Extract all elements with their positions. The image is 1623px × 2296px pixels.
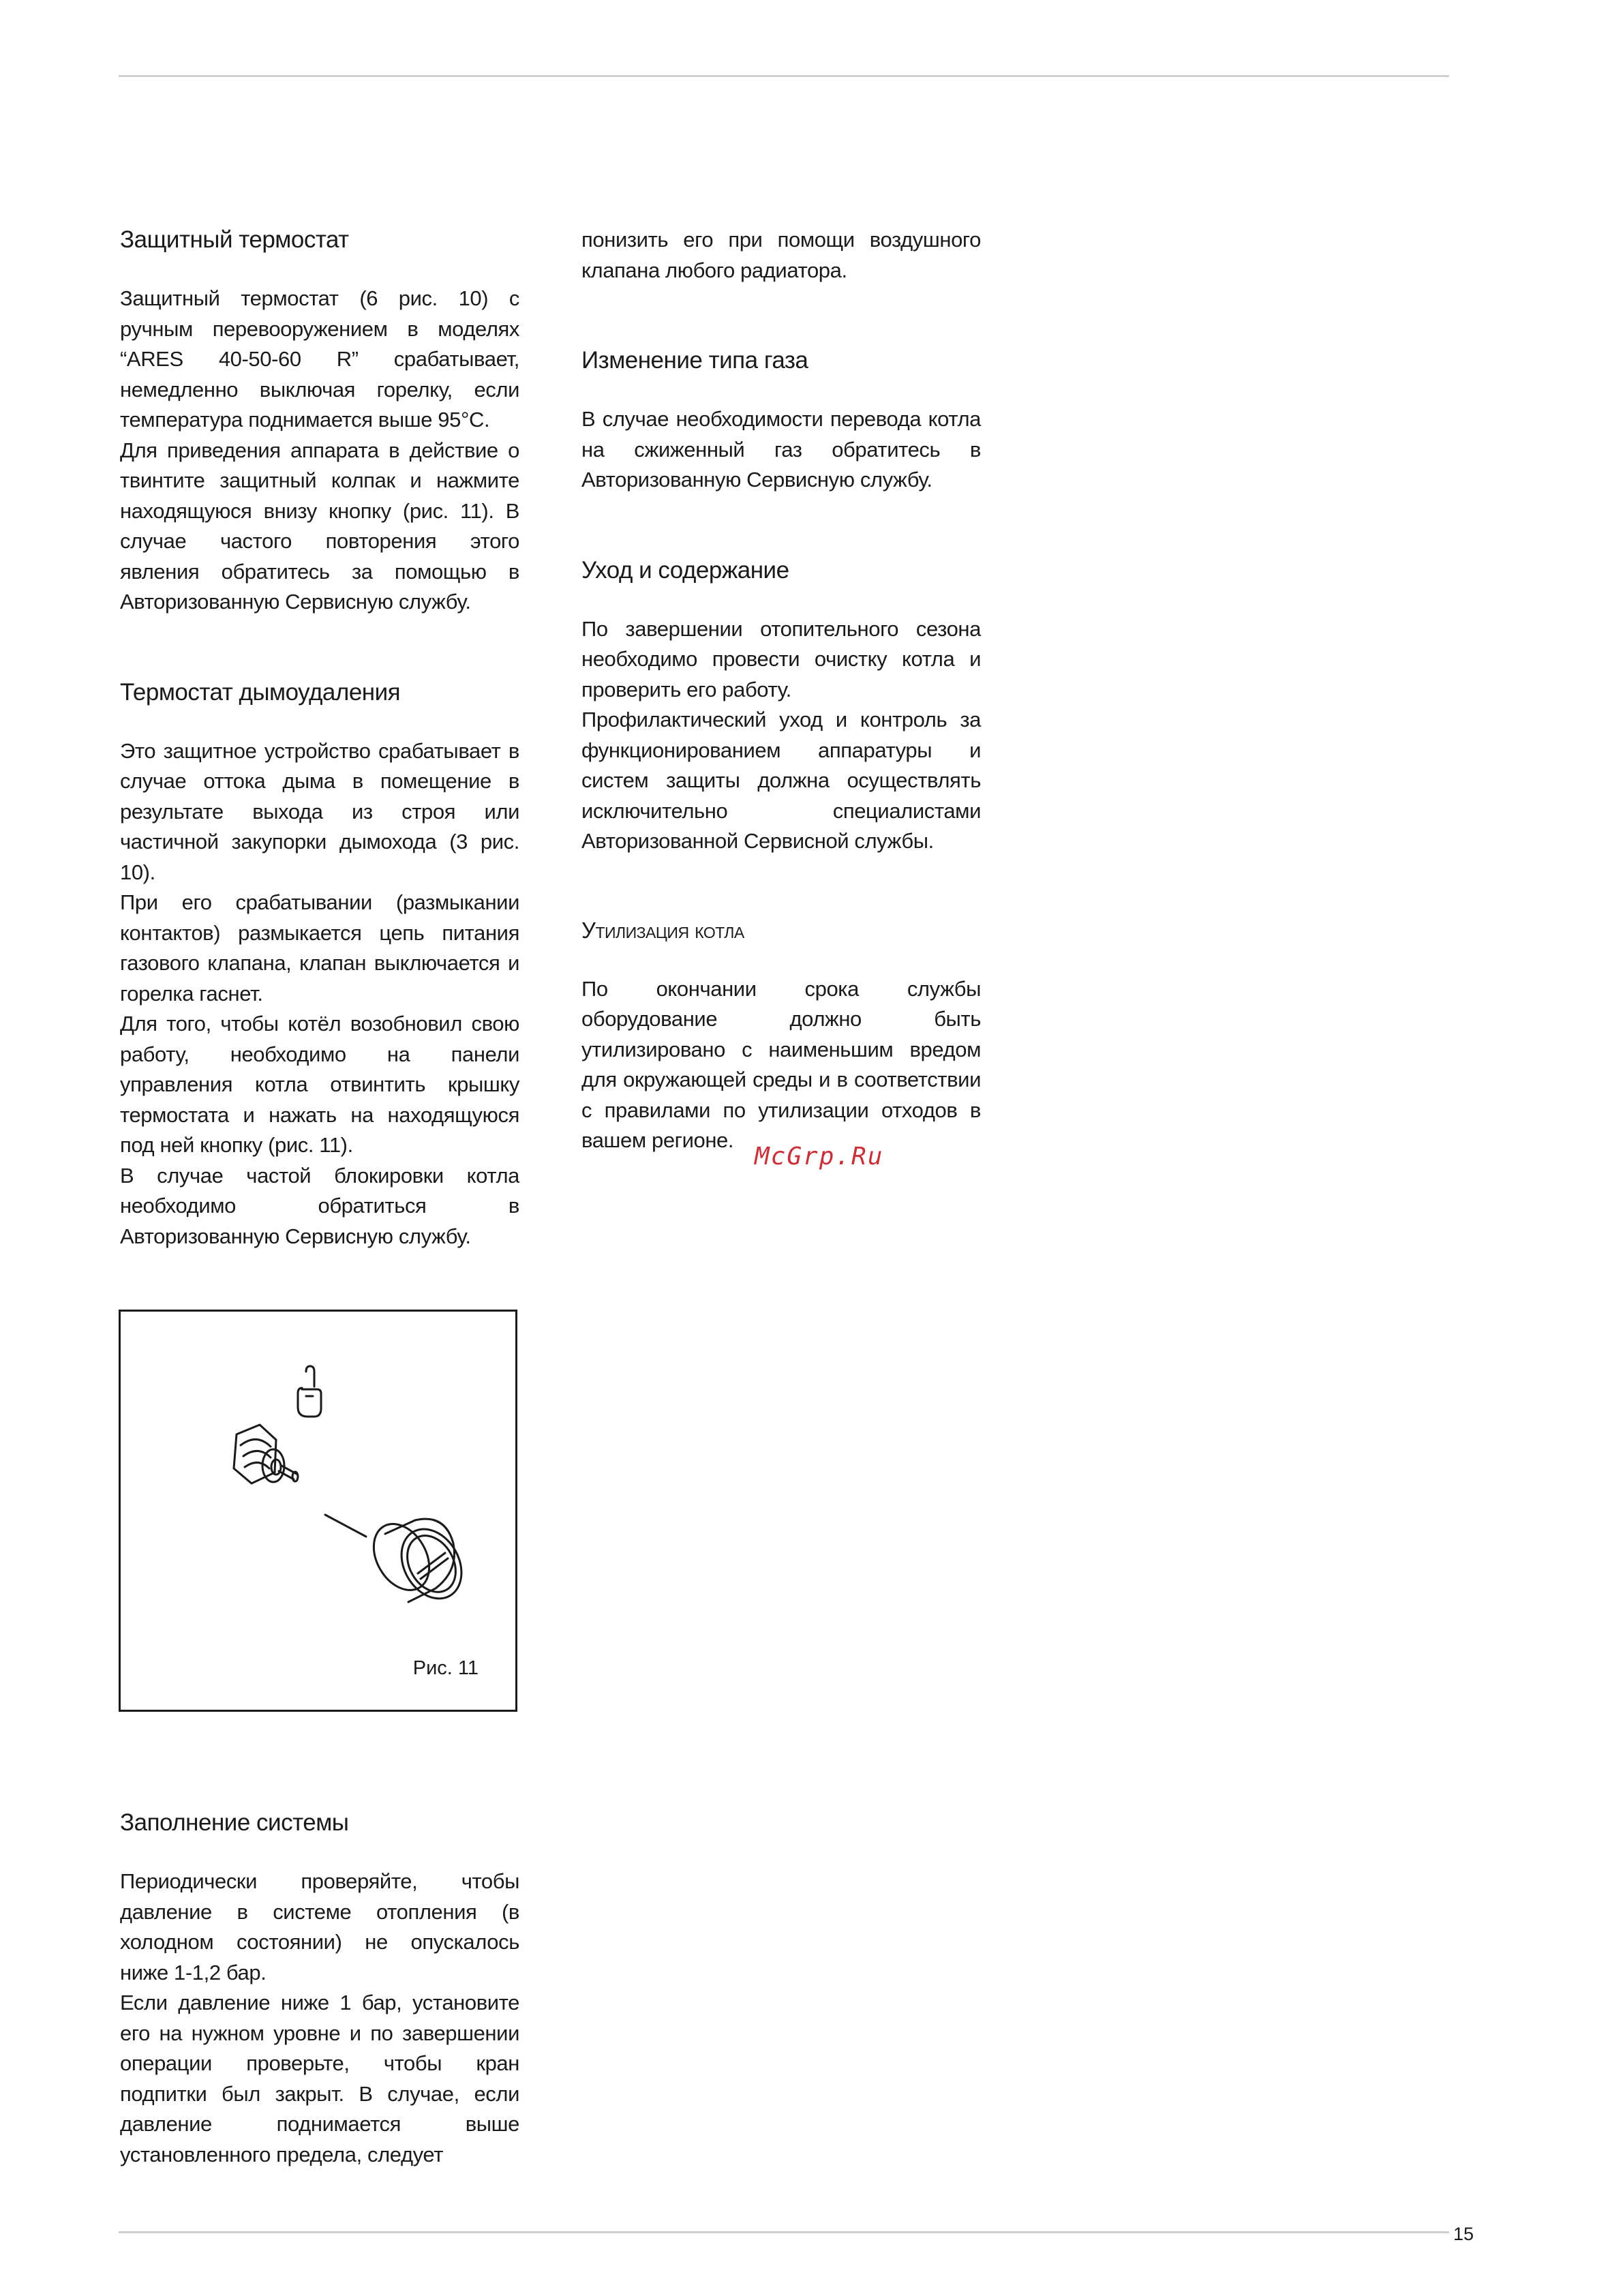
paragraph: По окончании срока службы оборудование должно быть утилизировано с наименьшим вредом для окружающей среды и в соответствии с правилами по утилизации отходов в вашем регионе. bbox=[581, 976, 981, 1152]
paragraph: Для приведения аппарата в действие о твинтите защитный колпак и нажмите находящуюся внизу кнопку (рис. 11). В случае частого повторения этого явления обратитесь за помощью в Авторизованную Сервисную службу. bbox=[120, 438, 519, 614]
heading-maintenance: Уход и содержание bbox=[581, 556, 789, 584]
left-column-bottom bbox=[120, 1808, 519, 2170]
paragraph: По завершении отопительного сезона необходимо провести очистку котла и проверить его работу. bbox=[581, 616, 981, 701]
right-column bbox=[581, 225, 981, 1156]
hex-nut-icon bbox=[234, 1425, 298, 1483]
figure-11 bbox=[119, 1310, 517, 1712]
heading-protective-thermostat: Защитный термостат bbox=[120, 226, 349, 253]
paragraph: Периодически проверяйте, чтобы давление в системе отопления (в холодном состоянии) не опускалось ниже 1-1,2 бар. bbox=[120, 1869, 519, 1984]
footer-rule bbox=[119, 2231, 1449, 2233]
assembly-line bbox=[325, 1515, 366, 1537]
section-system-filling bbox=[120, 1808, 519, 2170]
paragraph: Если давление ниже 1 бар, установите его на нужном уровне и по завершении операции проверьте, чтобы кран подпитки был закрыт. В случае, если давление поднимается выше установленного предела, следует bbox=[120, 1991, 519, 2166]
page-number: 15 bbox=[1453, 2224, 1474, 2244]
paragraph: Для того, чтобы котёл возобновил свою работу, необходимо на панели управления котла отвинтить крышку термостата и нажать на находящуюся под ней кнопку (рис. 11). bbox=[120, 1012, 519, 1157]
paragraph: В случае необходимости перевода котла на сжиженный газ обратитесь в Авторизованную Сервисную службу. bbox=[581, 407, 981, 492]
thermostat-cap-illustration bbox=[121, 1312, 515, 1710]
section-smoke-thermostat bbox=[120, 678, 519, 1252]
finger-press-icon bbox=[298, 1366, 321, 1417]
section-disposal bbox=[581, 916, 981, 1156]
heading-system-filling: Заполнение системы bbox=[120, 1809, 349, 1836]
paragraph: При его срабатывании (размыкании контактов) размыкается цепь питания газового клапана, клапан выключается и горелка гаснет. bbox=[120, 890, 519, 1006]
section-maintenance bbox=[581, 556, 981, 857]
paragraph: Защитный термостат (6 рис. 10) с ручным перевооружением в моделях “ARES 40-50-60 R” срабатывает, немедленно выключая горелку, если температура поднимается выше 95°C. bbox=[120, 286, 519, 432]
paragraph: Профилактический уход и контроль за функционированием аппаратуры и систем защиты должна осуществлять исключительно специалистами Авторизованной Сервисной службы. bbox=[581, 708, 981, 853]
heading-disposal: Утилизация котла bbox=[581, 917, 744, 943]
heading-gas-type-change: Изменение типа газа bbox=[581, 347, 808, 374]
section-gas-type-change bbox=[581, 346, 981, 496]
heading-smoke-thermostat: Термостат дымоудаления bbox=[120, 678, 401, 706]
paragraph: Это защитное устройство срабатывает в случае оттока дыма в помещение в результате выхода из строя или частичной закупорки дымохода (3 рис. 10). bbox=[120, 738, 519, 884]
protective-cap-icon bbox=[363, 1514, 474, 1610]
paragraph: В случае частой блокировки котла необходимо обратиться в Авторизованную Сервисную службу. bbox=[120, 1163, 519, 1248]
figure-caption: Рис. 11 bbox=[412, 1657, 479, 1679]
section-protective-thermostat bbox=[120, 225, 519, 618]
header-rule bbox=[119, 75, 1449, 77]
paragraph-continuation: понизить его при помощи воздушного клапана любого радиатора. bbox=[581, 228, 981, 282]
watermark: McGrp.Ru bbox=[755, 1143, 884, 1170]
left-column bbox=[120, 225, 519, 1252]
